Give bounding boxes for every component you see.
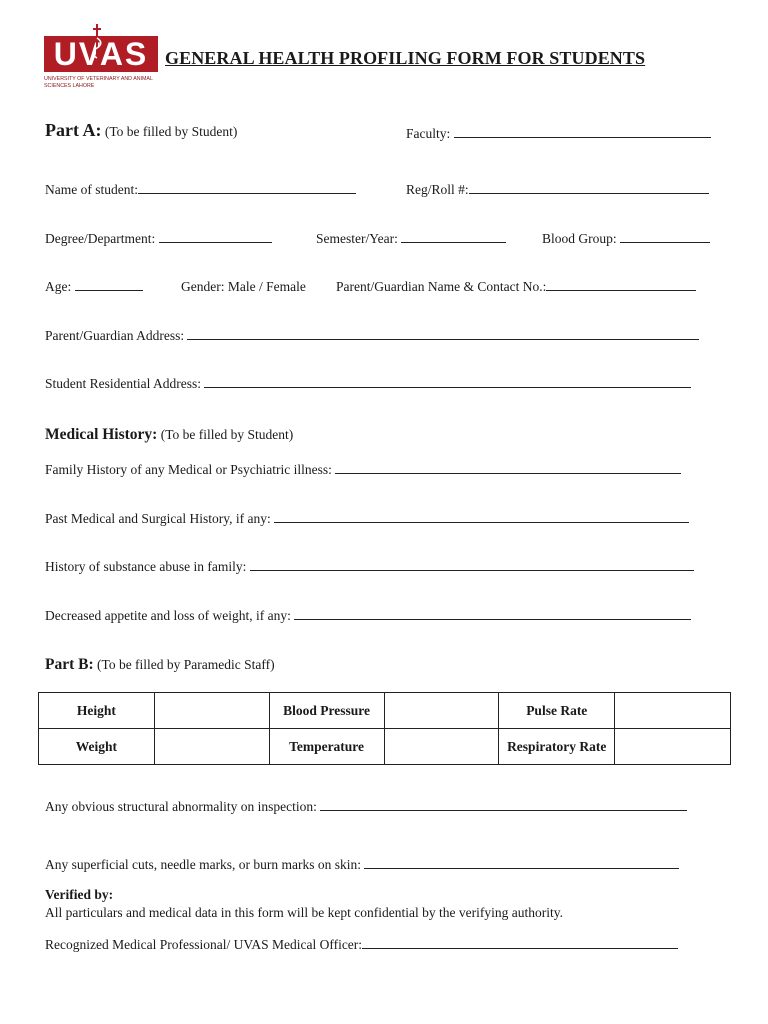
medical-history-heading: Medical History: [45,426,158,443]
respiratory-rate-value-cell[interactable] [615,729,731,765]
age-field [45,279,143,295]
substance-history-input-line[interactable] [250,570,694,571]
faculty-field [406,126,711,142]
semester-field [316,231,506,247]
degree-field [45,231,272,247]
degree-input-line[interactable] [159,242,272,243]
officer-input-line[interactable] [362,948,678,949]
structural-field [45,799,687,815]
table-row [39,729,731,765]
blood-group-input-line[interactable] [620,242,710,243]
guardian-label: Parent/Guardian Name & Contact No.: [336,279,547,294]
temperature-value-cell[interactable] [384,729,499,765]
name-label: Name of student: [45,182,138,197]
pulse-rate-value-cell[interactable] [615,693,731,729]
blood-group-field [542,231,710,247]
confidentiality-statement-row [45,905,563,921]
family-history-label: Family History of any Medical or Psychiatric illness: [45,462,332,477]
medical-history-heading-row [45,426,293,444]
verified-heading: Verified by: [45,887,114,902]
residential-address-field [45,376,691,392]
faculty-input-line[interactable] [454,137,711,138]
weight-label: Weight [39,729,155,765]
respiratory-rate-label: Respiratory Rate [499,729,615,765]
temperature-label: Temperature [269,729,384,765]
structural-input-line[interactable] [320,810,687,811]
blood-pressure-label: Blood Pressure [269,693,384,729]
degree-label: Degree/Department: [45,231,156,246]
height-label: Height [39,693,155,729]
logo-text: UVAS [53,36,149,72]
past-history-label: Past Medical and Surgical History, if any: [45,511,271,526]
substance-history-label: History of substance abuse in family: [45,559,247,574]
gender-field [181,279,306,295]
cuts-input-line[interactable] [364,868,679,869]
guardian-input-line[interactable] [546,290,696,291]
cuts-field [45,857,679,873]
appetite-input-line[interactable] [294,619,691,620]
gender-label: Gender: Male / Female [181,279,306,294]
table-row [39,693,731,729]
part-a-heading: Part A: [45,120,102,140]
guardian-field [336,279,696,295]
reg-field [406,182,709,198]
past-history-field [45,511,689,527]
guardian-address-label: Parent/Guardian Address: [45,328,185,343]
blood-pressure-value-cell[interactable] [384,693,499,729]
verified-heading-row [45,887,113,903]
residential-address-input-line[interactable] [204,387,691,388]
appetite-label: Decreased appetite and loss of weight, if any: [45,608,291,623]
officer-field [45,937,678,953]
structural-label: Any obvious structural abnormality on inspection: [45,799,317,814]
part-b-heading-row [45,656,275,674]
caduceus-icon [90,24,104,72]
reg-input-line[interactable] [469,193,709,194]
confidentiality-statement: All particulars and medical data in this form will be kept confidential by the verifying authority. [45,905,563,920]
pulse-rate-label: Pulse Rate [499,693,615,729]
name-field [45,182,356,198]
part-a-note: (To be filled by Student) [104,124,238,139]
guardian-address-input-line[interactable] [187,339,699,340]
semester-input-line[interactable] [401,242,506,243]
part-b-heading: Part B: [45,656,94,673]
substance-history-field [45,559,694,575]
vitals-table [38,692,731,765]
past-history-input-line[interactable] [274,522,689,523]
part-b-note: (To be filled by Paramedic Staff) [97,657,275,672]
guardian-address-field [45,328,699,344]
form-title: GENERAL HEALTH PROFILING FORM FOR STUDENTS [165,48,646,68]
officer-label: Recognized Medical Professional/ UVAS Medical Officer: [45,937,363,952]
name-input-line[interactable] [138,193,356,194]
semester-label: Semester/Year: [316,231,398,246]
uvas-logo [44,24,160,98]
height-value-cell[interactable] [154,693,269,729]
appetite-field [45,608,691,624]
blood-group-label: Blood Group: [542,231,617,246]
residential-address-label: Student Residential Address: [45,376,201,391]
weight-value-cell[interactable] [154,729,269,765]
age-label: Age: [45,279,72,294]
cuts-label: Any superficial cuts, needle marks, or burn marks on skin: [45,857,362,872]
family-history-field [45,462,681,478]
medical-history-note: (To be filled by Student) [160,427,294,442]
age-input-line[interactable] [75,290,143,291]
reg-label: Reg/Roll #: [406,182,469,197]
family-history-input-line[interactable] [335,473,681,474]
part-a-heading-row [45,120,237,141]
faculty-label: Faculty: [406,126,451,141]
logo-subtitle: UNIVERSITY OF VETERINARY AND ANIMAL SCIENCES LAHORE [44,76,153,89]
